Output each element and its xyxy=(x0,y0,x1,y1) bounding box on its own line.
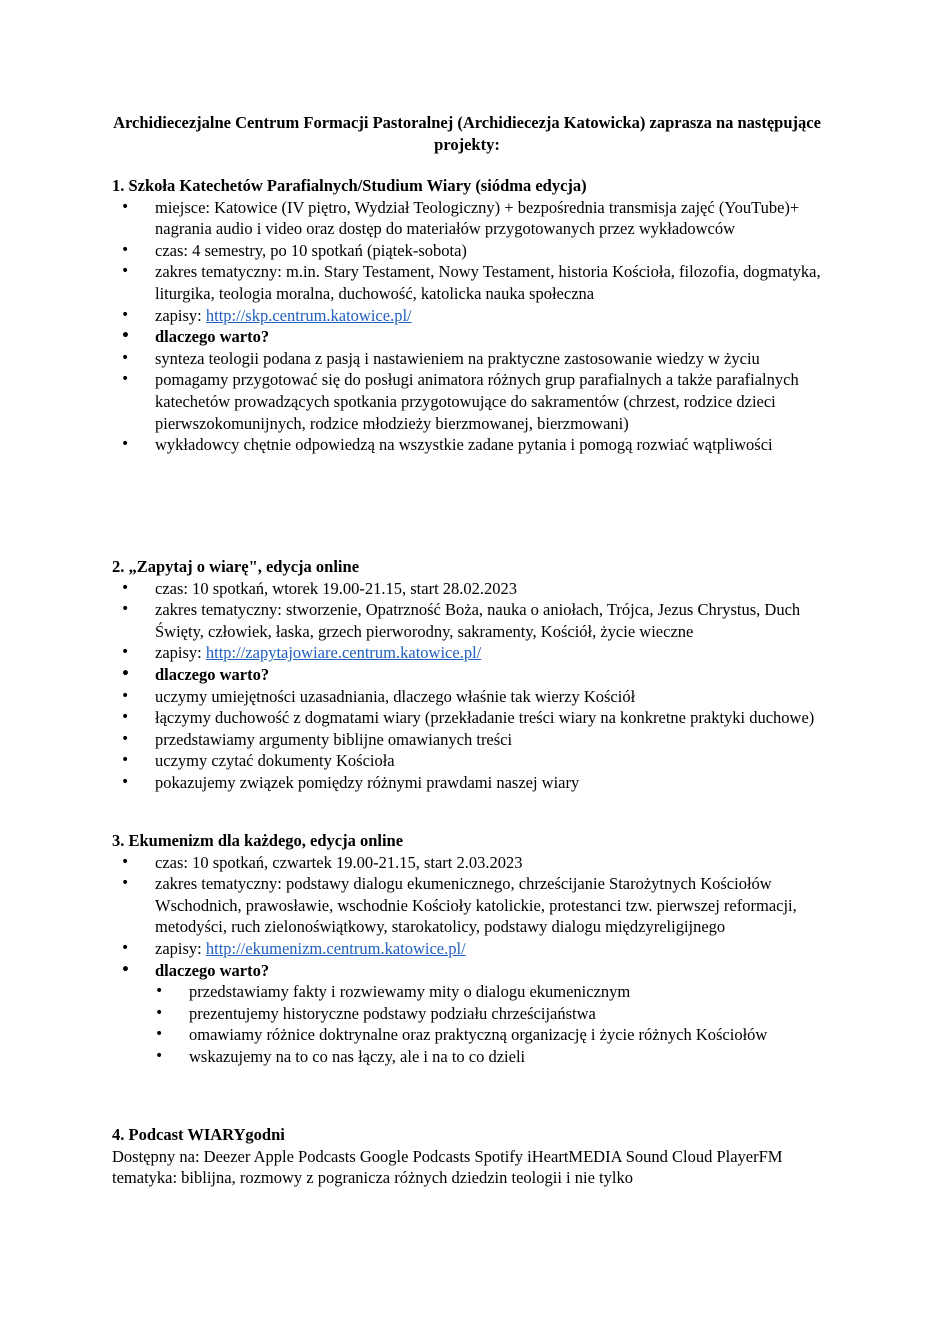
signup-label: zapisy: xyxy=(155,938,206,958)
list-item: • miejsce: Katowice (IV piętro, Wydział Teologiczny) + bezpośrednia transmisja zajęć (YouTube)+ nagrania audio i video oraz dostęp do materiałów przygotowanych przez wykładowców xyxy=(112,197,842,240)
section-list xyxy=(112,852,842,1068)
list-item: • pokazujemy związek pomiędzy różnymi prawdami naszej wiary xyxy=(112,772,842,794)
list-item: • zakres tematyczny: stworzenie, Opatrzność Boża, nauka o aniołach, Trójca, Jezus Chrystus, Duch Święty, człowiek, łaska, grzech pierworodny, sakramenty, Kościół, życie wieczne xyxy=(112,599,842,642)
sub-list-item: • prezentujemy historyczne podstawy podziału chrześcijaństwa xyxy=(112,1003,842,1025)
why-heading: • dlaczego warto? xyxy=(112,664,842,686)
list-item: • przedstawiamy argumenty biblijne omawianych treści xyxy=(112,729,842,751)
list-item: • czas: 4 semestry, po 10 spotkań (piątek-sobota) xyxy=(112,240,842,262)
section-podcast xyxy=(112,1124,842,1189)
list-item-signup xyxy=(112,305,842,327)
section-list xyxy=(112,197,842,456)
list-item: • czas: 10 spotkań, czwartek 19.00-21.15, start 2.03.2023 xyxy=(112,852,842,874)
why-heading: • dlaczego warto? xyxy=(112,960,842,982)
section-heading: 4. Podcast WIARYgodni xyxy=(112,1125,285,1144)
sub-list-item: • wskazujemy na to co nas łączy, ale i na to co dzieli xyxy=(112,1046,842,1068)
section-ekumenizm xyxy=(112,830,842,1068)
section-heading: 3. Ekumenizm dla każdego, edycja online xyxy=(112,831,404,850)
sub-list-item: • przedstawiamy fakty i rozwiewamy mity o dialogu ekumenicznym xyxy=(112,981,842,1003)
list-item: • łączymy duchowość z dogmatami wiary (przekładanie treści wiary na konkretne praktyki duchowe) xyxy=(112,707,842,729)
section-szkola-katechetow xyxy=(112,175,842,456)
list-item: • wykładowcy chętnie odpowiedzą na wszystkie zadane pytania i pomogą rozwiać wątpliwości xyxy=(112,434,842,456)
sub-list-item: • omawiamy różnice doktrynalne oraz praktyczną organizację i życie różnych Kościołów xyxy=(112,1024,842,1046)
list-item: • uczymy umiejętności uzasadniania, dlaczego właśnie tak wierzy Kościół xyxy=(112,686,842,708)
signup-link[interactable]: http://zapytajowiare.centrum.katowice.pl/ xyxy=(205,643,482,663)
list-item: • pomagamy przygotować się do posługi animatora różnych grup parafialnych a także parafialnych katechetów prowadzących spotkania przygotowujące do sakramentów (chrzest, rodzice dzieci pierwszokomunijnych, rodzice młodzieży bierzmowanej, bierzmowani) xyxy=(112,369,842,434)
signup-link[interactable]: http://skp.centrum.katowice.pl/ xyxy=(205,305,412,325)
section-heading: 1. Szkoła Katechetów Parafialnych/Studium Wiary (siódma edycja) xyxy=(112,176,587,195)
list-item-signup xyxy=(112,938,842,960)
signup-label: zapisy: xyxy=(155,643,206,663)
list-item: • uczymy czytać dokumenty Kościoła xyxy=(112,750,842,772)
section-zapytaj-o-wiare xyxy=(112,556,842,794)
list-item-signup xyxy=(112,642,842,664)
podcast-description: Dostępny na: Deezer Apple Podcasts Google Podcasts Spotify iHeartMEDIA Sound Cloud PlayerFM tematyka: biblijna, rozmowy z pogranicza różnych dziedzin teologii i nie tylko xyxy=(112,1146,783,1188)
document-title: Archidiecezjalne Centrum Formacji Pastoralnej (Archidiecezja Katowicka) zaprasza na następujące projekty: xyxy=(113,113,821,154)
list-item: • synteza teologii podana z pasją i nastawieniem na praktyczne zastosowanie wiedzy w życiu xyxy=(112,348,842,370)
why-heading: • dlaczego warto? xyxy=(112,326,842,348)
section-heading: 2. „Zapytaj o wiarę", edycja online xyxy=(112,557,360,576)
signup-link[interactable]: http://ekumenizm.centrum.katowice.pl/ xyxy=(205,938,466,958)
section-list xyxy=(112,578,842,794)
signup-label: zapisy: xyxy=(155,305,206,325)
list-item: • zakres tematyczny: m.in. Stary Testament, Nowy Testament, historia Kościoła, filozofia, dogmatyka, liturgika, teologia moralna, duchowość, katolicka nauka społeczna xyxy=(112,261,842,304)
list-item: • zakres tematyczny: podstawy dialogu ekumenicznego, chrześcijanie Starożytnych Kościołów Wschodnich, prawosławie, wschodnie Kościoły katolickie, protestanci tzw. pierwszej reformacji, metodyści, ruch zielonoświątkowy, starokatolicy, podstawy dialogu międzyreligijnego xyxy=(112,873,842,938)
list-item: • czas: 10 spotkań, wtorek 19.00-21.15, start 28.02.2023 xyxy=(112,578,842,600)
